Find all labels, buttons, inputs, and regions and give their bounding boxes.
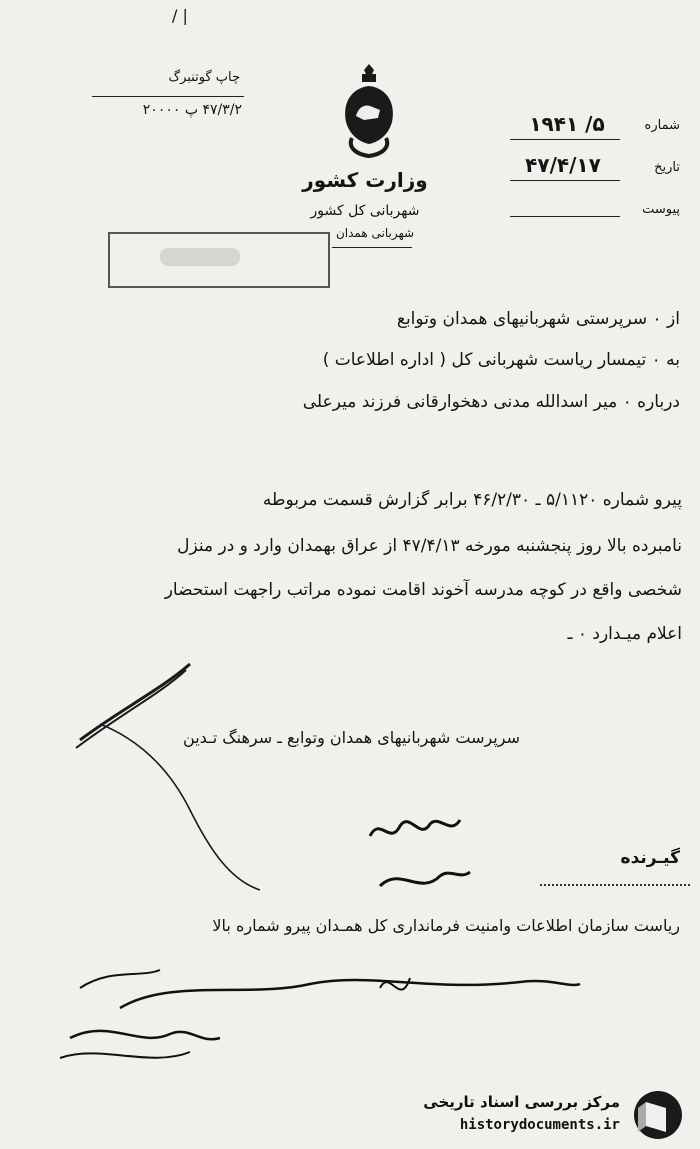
number-value: ۱۹۴۱ /۵ (529, 112, 605, 136)
recipient-copy: ریاست سازمان اطلاعات وامنیت فرمانداری کل همـدان پیرو شماره بالا (212, 916, 680, 935)
diagonal-pen-stroke (60, 650, 300, 910)
margin-mark: / | (172, 6, 188, 25)
watermark-center-name: مرکز بررسی اسناد تاریخی (423, 1093, 620, 1111)
handwritten-annotation (50, 948, 590, 1078)
print-note-rule (92, 96, 244, 97)
number-label: شماره (644, 118, 680, 133)
received-stamp (108, 232, 330, 288)
number-rule (510, 139, 620, 140)
recipients-label: گیـرنده (620, 848, 680, 868)
signature-line: سرپرست شهربانیهای همدان وتوابع ـ سرهنگ تـدین (183, 728, 520, 747)
watermark-logo (626, 1088, 686, 1142)
handwritten-signature (360, 806, 490, 906)
body-line-3: شخصی واقع در کوچه مدرسه آخوند اقامت نموده مراتب راجهت استحضار (164, 580, 682, 600)
police-hamadan: شهربانی همدان (335, 226, 415, 240)
stamp-smudge (160, 248, 240, 266)
attachment-rule (510, 216, 620, 217)
memo-from: از ۰ سرپرستی شهربانیهای همدان وتوابع (396, 309, 680, 329)
print-note: چاپ گوتنبرگ (168, 70, 240, 85)
body-line-1: پیرو شماره ۵/۱۱۲۰ ـ ۴۶/۲/۳۰ برابر گزارش قسمت مربوطه (262, 490, 682, 510)
print-code: ۴۷/۳/۲ پ ۲۰۰۰۰ (142, 102, 242, 118)
memo-subject: درباره ۰ میر اسدالله مدنی دهخوارقانی فرزند میرعلی (302, 392, 680, 412)
ministry-title: وزارت کشور (302, 168, 428, 192)
watermark-url: historydocuments.ir (459, 1117, 620, 1133)
date-label: تاریخ (654, 160, 680, 175)
date-rule (510, 180, 620, 181)
police-general: شهربانی کل کشور (310, 203, 420, 219)
memo-to: به ۰ تیمسار ریاست شهربانی کل ( اداره اطلاعات ) (322, 350, 680, 370)
attachment-label: پیوست (642, 202, 680, 217)
lion-and-sun-emblem (338, 62, 400, 162)
body-line-2: نامبرده بالا روز پنجشنبه مورخه ۴۷/۴/۱۳ از عراق بهمدان وارد و در منزل (177, 536, 682, 556)
police-hamadan-rule (332, 247, 412, 248)
recipients-dotted-rule (540, 884, 690, 886)
body-line-4: اعلام میـدارد ۰ ـ (567, 624, 682, 644)
date-value: ۴۷/۴/۱۷ (525, 153, 601, 177)
